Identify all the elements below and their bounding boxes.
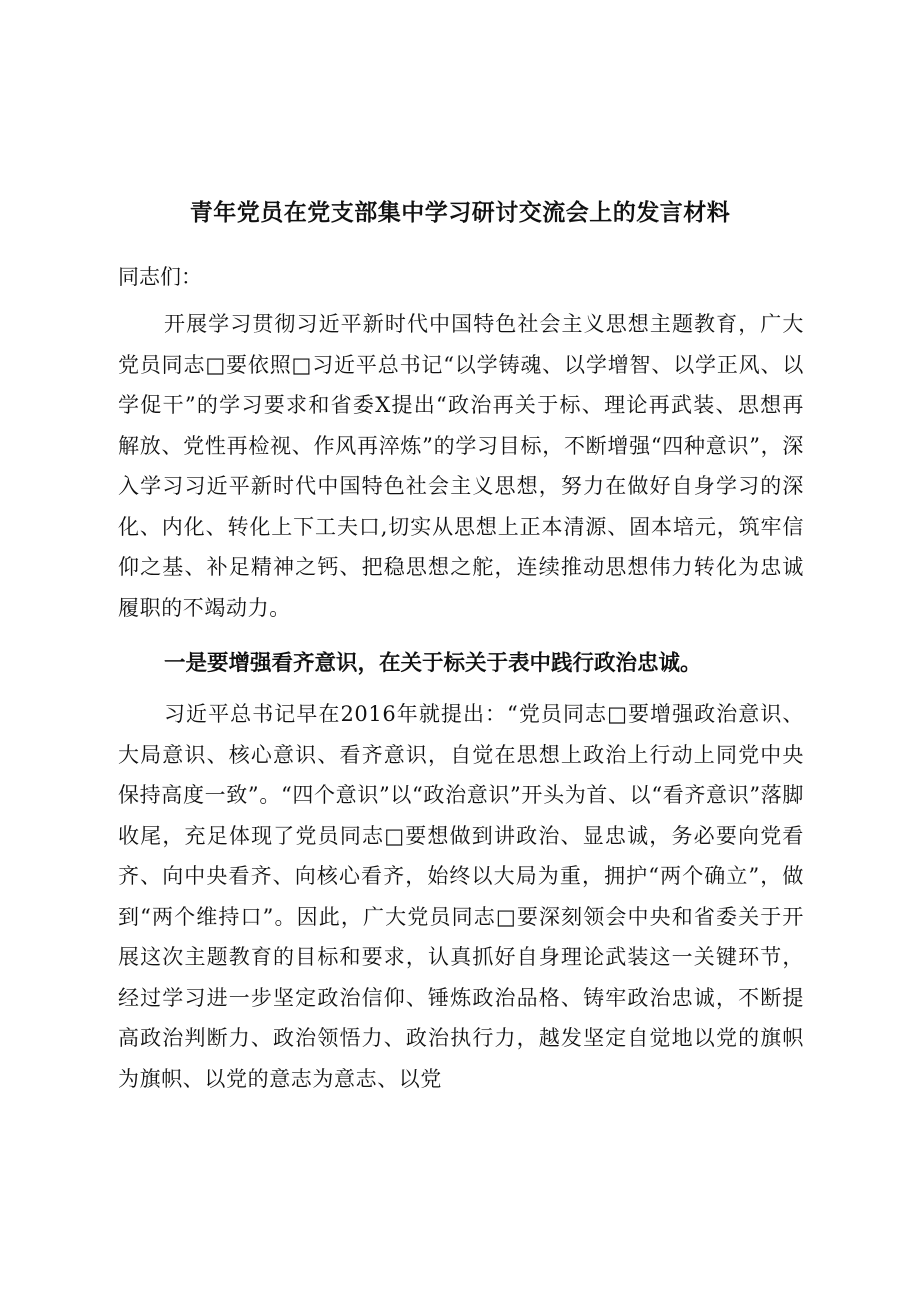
section-paragraph: 习近平总书记早在2016年就提出：“党员同志□要增强政治意识、大局意识、核心意识、看齐意识，自觉在思想上政治上行动上同党中央保持高度一致”。“四个意识”以“政治意识”开头为首、以“看齐意识”落脚收尾，充足体现了党员同志□要想做到讲政治、显忠诚，务必要向党看齐、向中央看齐、向核心看齐，始终以大局为重，拥护“两个确立”，做到“两个维持口”。因此，广大党员同志□要深刻领会中央和省委关于开展这次主题教育的目标和要求，认真抓好自身理论武装这一关键环节，经过学习进一步坚定政治信仰、锤炼政治品格、铸牢政治忠诚，不断提高政治判断力、政治领悟力、政治执行力，越发坚定自觉地以党的旗帜为旗帜、以党的意志为意志、以党 — [118, 702, 804, 1091]
intro-paragraph: 开展学习贯彻习近平新时代中国特色社会主义思想主题教育，广大党员同志□要依照□习近平总书记“以学铸魂、以学增智、以学正风、以学促干”的学习要求和省委X提出“政治再关于标、理论再武装、思想再解放、党性再检视、作风再淬炼”的学习目标，不断增强“四种意识”，深入学习习近平新时代中国特色社会主义思想，努力在做好自身学习的深化、内化、转化上下工夫口,切实从思想上正本清源、固本培元，筑牢信仰之基、补足精神之钙、把稳思想之舵，连续推动思想伟力转化为忠诚履职的不竭动力。 — [118, 312, 804, 620]
document-title: 青年党员在党支部集中学习研讨交流会上的发言材料 — [189, 200, 731, 226]
salutation: 同志们： — [118, 265, 202, 289]
section-heading: 一是要增强看齐意识，在关于标关于表中践行政治忠诚。 — [164, 651, 702, 676]
